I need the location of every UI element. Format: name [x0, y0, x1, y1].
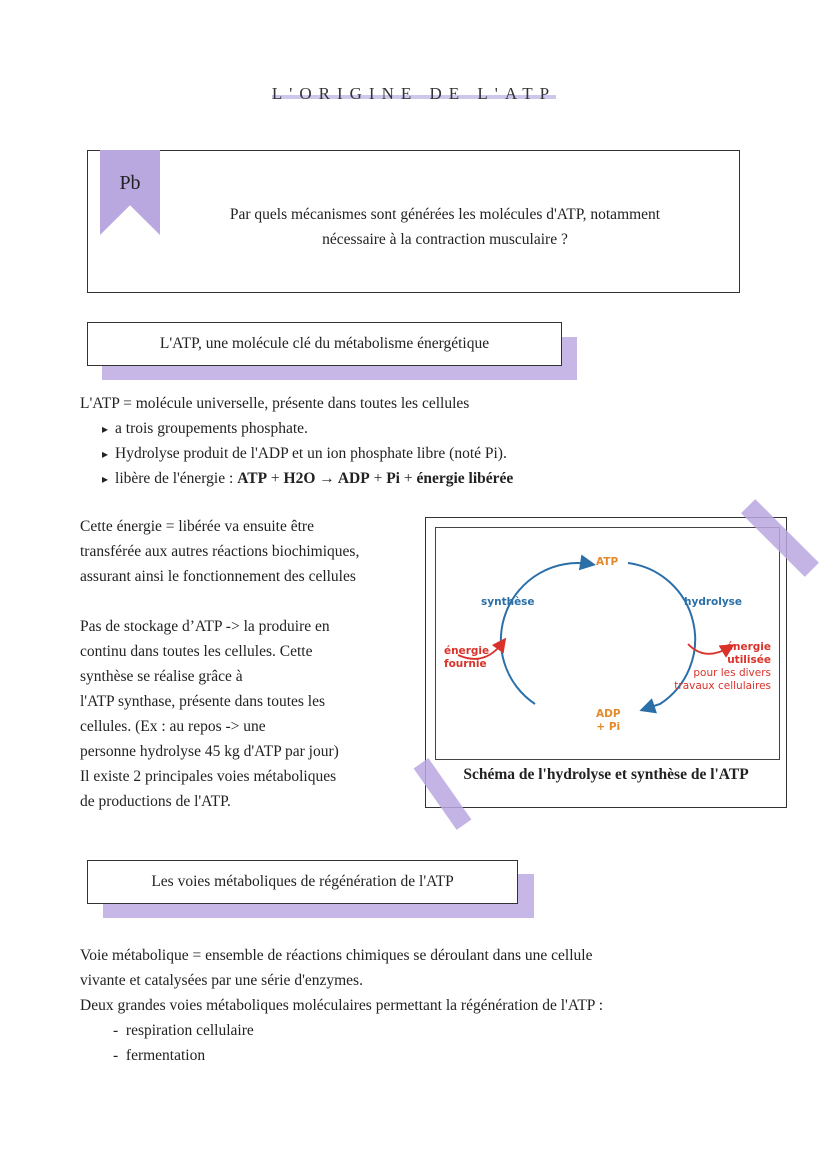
eq-plus: +	[369, 470, 387, 487]
list-item: - respiration cellulaire	[113, 1022, 254, 1039]
section2-text	[80, 943, 603, 1068]
paragraph-line: l'ATP synthase, présente dans toutes les	[80, 693, 326, 710]
paragraph-line: continu dans toutes les cellules. Cette	[80, 643, 313, 660]
section-heading-2: Les voies métaboliques de régénération de l'ATP	[87, 860, 518, 904]
paragraph-line: Il existe 2 principales voies métaboliques	[80, 768, 337, 785]
line: énergie	[725, 641, 771, 653]
line: pour les divers	[693, 667, 771, 679]
list-item-text: fermentation	[125, 1047, 206, 1064]
adp-text: ADP	[596, 708, 621, 720]
eq-energy: énergie libérée	[416, 470, 514, 487]
eq-atp: ATP	[237, 470, 268, 487]
hydrolyse-label: hydrolyse	[684, 596, 743, 608]
problem-label: Pb	[119, 172, 141, 194]
paragraph-line: cellules. (Ex : au repos -> une	[80, 718, 266, 735]
paragraph-line: personne hydrolyse 45 kg d'ATP par jour)	[80, 743, 339, 760]
line: utilisée	[727, 654, 771, 666]
text-line: vivante et catalysées par une série d'enzymes.	[80, 972, 363, 989]
paragraph	[80, 514, 359, 814]
eq-pi: Pi	[386, 470, 400, 487]
question-line: Par quels mécanismes sont générées les molécules d'ATP, notamment	[229, 206, 661, 223]
paragraph-line: transférée aux autres réactions biochimiques,	[80, 543, 360, 560]
line: énergie	[444, 645, 490, 657]
paragraph-spacer	[80, 589, 359, 614]
bullet-item-equation	[102, 466, 513, 492]
energie-utilisee-label	[674, 641, 771, 693]
energie-fournie-label	[444, 645, 489, 671]
bullet-item: ▸ a trois groupements phosphate.	[102, 416, 308, 442]
question-line: nécessaire à la contraction musculaire ?	[322, 231, 568, 248]
line: travaux cellulaires	[674, 680, 771, 692]
list-item: - fermentation	[113, 1047, 206, 1064]
bullet-text: ▸ libère de l'énergie :	[102, 470, 237, 487]
eq-adp: ADP	[337, 470, 370, 487]
eq-plus: +	[267, 470, 284, 487]
eq-plus: +	[399, 470, 417, 487]
list-item-text: respiration cellulaire	[125, 1022, 254, 1039]
eq-h2o: H2O	[283, 470, 316, 487]
paragraph-line: synthèse se réalise grâce à	[80, 668, 243, 685]
paragraph-line: assurant ainsi le fonctionnement des cellules	[80, 568, 356, 585]
problem-question	[170, 202, 720, 252]
paragraph-line: Cette énergie = libérée va ensuite être	[80, 518, 314, 535]
paragraph-line: de productions de l'ATP.	[80, 793, 231, 810]
synthese-label: synthèse	[481, 596, 535, 608]
title-text: L'ORIGINE DE L'ATP	[271, 84, 557, 103]
figure-caption: Schéma de l'hydrolyse et synthèse de l'ATP	[463, 766, 749, 783]
atp-label: ATP	[596, 556, 619, 568]
page-title	[0, 84, 828, 104]
bullet-item: ▸ Hydrolyse produit de l'ADP et un ion phosphate libre (noté Pi).	[102, 441, 507, 467]
intro-text: L'ATP = molécule universelle, présente dans toutes les cellules	[80, 395, 470, 412]
pi-text: + Pi	[596, 721, 621, 733]
line: fournie	[444, 658, 487, 670]
adp-label	[596, 708, 621, 734]
eq-arrow: →	[315, 470, 338, 487]
text-line: Deux grandes voies métaboliques moléculaires permettant la régénération de l'ATP :	[80, 997, 604, 1014]
section-heading-1: L'ATP, une molécule clé du métabolisme énergétique	[87, 322, 562, 366]
paragraph-line: Pas de stockage d’ATP -> la produire en	[80, 618, 330, 635]
text-line: Voie métabolique = ensemble de réactions chimiques se déroulant dans une cellule	[80, 947, 593, 964]
atp-cycle-diagram	[435, 527, 780, 760]
